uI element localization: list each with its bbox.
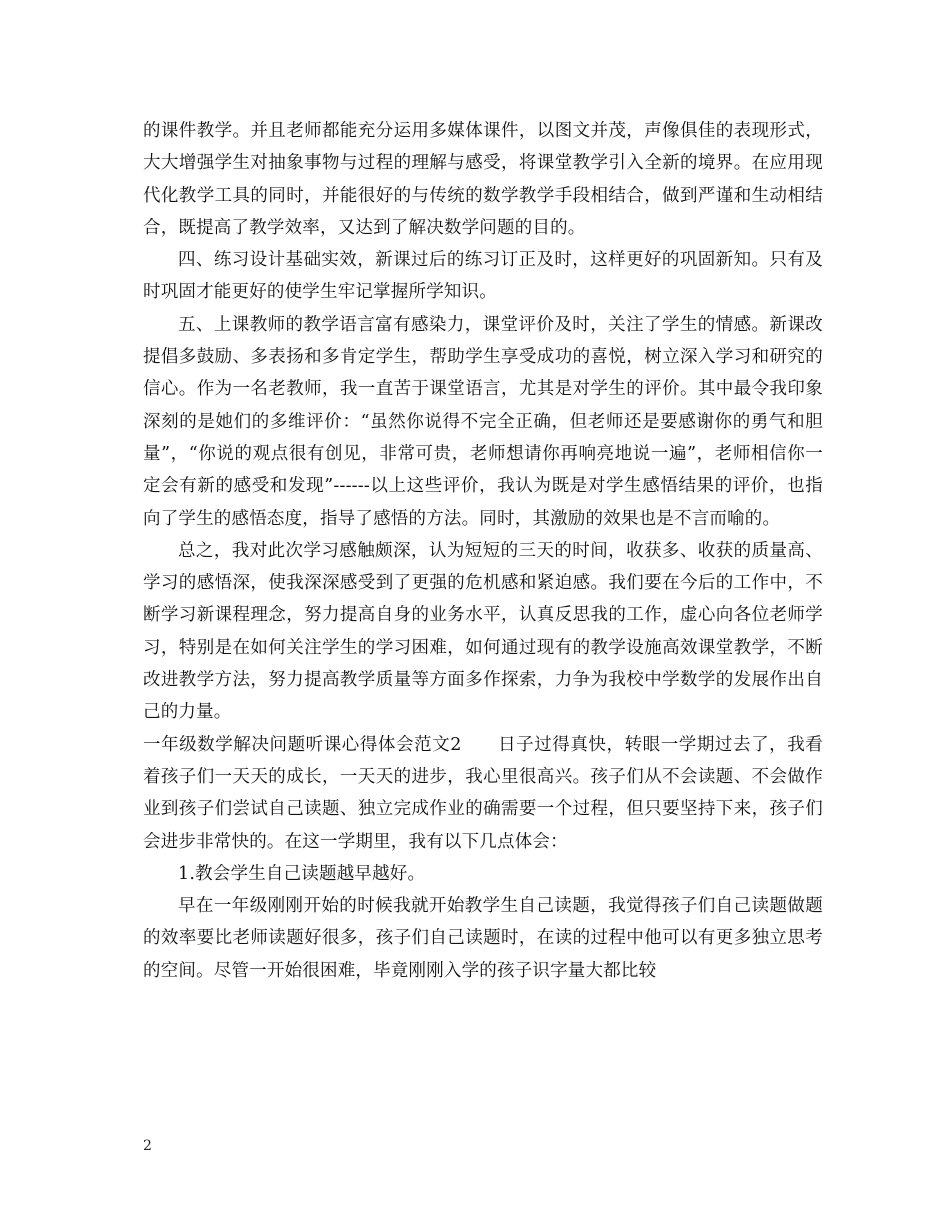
- paragraph-5-heading: 一年级数学解决问题听课心得体会范文2 日子过得真快，转眼一学期过去了，我看着孩子们一天天的成长，一天天的进步，我心里很高兴。孩子们从不会读题、不会做作业到孩子们尝试自己读题、独立完成作业的确需要一个过程，但只要坚持下来，孩子们会进步非常快的。在这一学期里，我有以下几点体会：: [143, 734, 823, 852]
- paragraph-6: 1.教会学生自己读题越早越好。: [178, 863, 426, 884]
- paragraph-2: 四、练习设计基础实效，新课过后的练习订正及时，这样更好的巩固新知。只有及时巩固才能更好的使学生牢记掌握所学知识。: [143, 250, 823, 303]
- paragraph-7: 早在一年级刚刚开始的时候我就开始教学生自己读题，我觉得孩子们自己读题做题的效率要比老师读题好很多，孩子们自己读题时，在读的过程中他可以有更多独立思考的空间。尽管一开始很困难，毕竟刚刚入学的孩子识字量大都比较: [143, 896, 823, 981]
- paragraph-3: 五、上课教师的教学语言富有感染力，课堂评价及时，关注了学生的情感。新课改提倡多鼓励、多表扬和多肯定学生，帮助学生享受成功的喜悦，树立深入学习和研究的信心。作为一名老教师，我一直苦于课堂语言，尤其是对学生的评价。其中最令我印象深刻的是她们的多维评价：“虽然你说得不完全正确，但老师还是要感谢你的勇气和胆量”，“你说的观点很有创见，非常可贵，老师想请你再响亮地说一遍”，老师相信你一定会有新的感受和发现”------以上这些评价，我认为既是对学生感悟结果的评价，也指向了学生的感悟态度，指导了感悟的方法。同时，其激励的效果也是不言而喻的。: [143, 314, 823, 529]
- paragraph-4: 总之，我对此次学习感触颇深，认为短短的三天的时间，收获多、收获的质量高、学习的感悟深，使我深深感受到了更强的危机感和紧迫感。我们要在今后的工作中，不断学习新课程理念，努力提高自身的业务水平，认真反思我的工作，虚心向各位老师学习，特别是在如何关注学生的学习困难，如何通过现有的教学设施高效课堂教学，不断改进教学方法，努力提高教学质量等方面多作探索，力争为我校中学数学的发展作出自己的力量。: [143, 540, 823, 723]
- paragraph-1: 的课件教学。并且老师都能充分运用多媒体课件，以图文并茂，声像俱佳的表现形式，大大增强学生对抽象事物与过程的理解与感受，将课堂教学引入全新的境界。在应用现代化教学工具的同时，并能很好的与传统的数学教学手段相结合，做到严谨和生动相结合，既提高了教学效率，又达到了解决数学问题的目的。: [143, 121, 823, 238]
- page-number: 2: [143, 1138, 152, 1154]
- document-body: [143, 115, 823, 987]
